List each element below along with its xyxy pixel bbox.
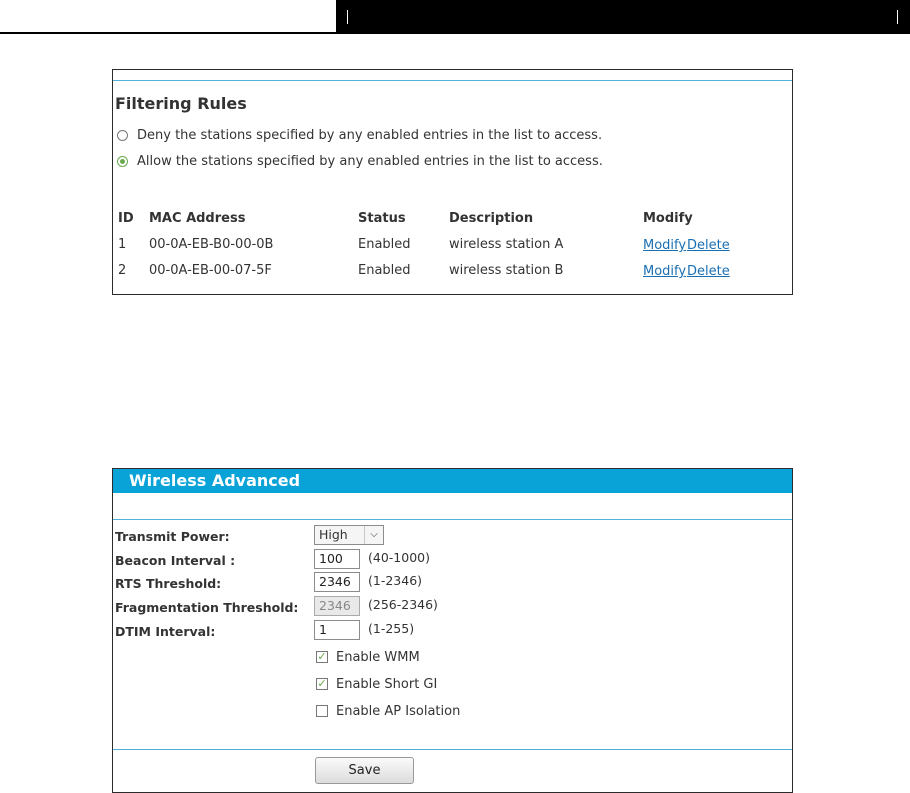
table-row-1-mac: 00-0A-EB-B0-00-0B [149, 237, 274, 252]
fragmentation-threshold-label: Fragmentation Threshold: [115, 600, 299, 615]
allow-option-label: Allow the stations specified by any enabled entries in the list to access. [137, 153, 603, 169]
col-header-mac: MAC Address [149, 211, 246, 226]
enable-ap-isolation-option[interactable] [316, 703, 460, 719]
filtering-rules-title: Filtering Rules [115, 94, 247, 113]
table-row-2-description: wireless station B [449, 263, 564, 278]
dtim-interval-input[interactable]: 1 [314, 620, 360, 640]
allow-option[interactable] [117, 152, 603, 170]
beacon-interval-label: Beacon Interval : [115, 553, 236, 568]
row-2-modify-link[interactable]: Modify [643, 264, 687, 279]
header-left-area [0, 0, 336, 34]
wireless-advanced-panel [112, 468, 793, 793]
header-tick-left [347, 10, 348, 24]
allow-radio[interactable] [117, 156, 128, 167]
table-row-1-description: wireless station A [449, 237, 564, 252]
table-row-1-id: 1 [118, 237, 127, 252]
row-1-modify-link[interactable]: Modify [643, 238, 687, 253]
enable-wmm-option[interactable] [316, 649, 420, 665]
filtering-rules-panel [112, 69, 793, 295]
deny-radio[interactable] [117, 130, 128, 141]
beacon-interval-input[interactable]: 100 [314, 549, 360, 569]
deny-option-label: Deny the stations specified by any enabled entries in the list to access. [137, 127, 603, 143]
row-2-delete-link[interactable]: Delete [687, 264, 730, 279]
header-tick-right [897, 10, 898, 24]
beacon-interval-range: (40-1000) [368, 550, 430, 565]
col-header-modify: Modify [643, 211, 693, 226]
col-header-description: Description [449, 211, 534, 226]
table-row-2-id: 2 [118, 263, 127, 278]
dtim-interval-range: (1-255) [368, 621, 415, 636]
save-button[interactable]: Save [315, 757, 414, 784]
transmit-power-label: Transmit Power: [115, 529, 230, 544]
col-header-status: Status [358, 211, 406, 226]
dtim-interval-label: DTIM Interval: [115, 624, 216, 639]
enable-short-gi-checkbox[interactable]: ✓ [317, 677, 327, 690]
enable-wmm-checkbox[interactable]: ✓ [317, 650, 327, 663]
col-header-id: ID [118, 211, 134, 226]
table-row-2-mac: 00-0A-EB-00-07-5F [149, 263, 272, 278]
panel-top-divider [113, 80, 792, 81]
enable-wmm-label: Enable WMM [336, 649, 420, 665]
enable-short-gi-option[interactable] [316, 676, 437, 692]
table-row-1-status: Enabled [358, 237, 411, 252]
rts-threshold-label: RTS Threshold: [115, 576, 222, 591]
row-1-delete-link[interactable]: Delete [687, 238, 730, 253]
deny-option[interactable] [117, 126, 602, 144]
rts-threshold-range: (1-2346) [368, 573, 423, 588]
enable-ap-isolation-label: Enable AP Isolation [336, 703, 461, 719]
form-bottom-divider [113, 749, 792, 750]
wireless-advanced-title: Wireless Advanced [129, 471, 301, 490]
chevron-down-icon[interactable]: ⌵ [364, 526, 383, 544]
fragmentation-threshold-input: 2346 [314, 596, 360, 616]
rts-threshold-input[interactable]: 2346 [314, 572, 360, 592]
enable-short-gi-label: Enable Short GI [336, 676, 438, 692]
form-top-divider [113, 519, 792, 520]
transmit-power-value: High [319, 527, 348, 542]
top-header-bar [0, 0, 910, 34]
transmit-power-select[interactable] [314, 525, 384, 545]
table-row-2-status: Enabled [358, 263, 411, 278]
fragmentation-threshold-range: (256-2346) [368, 597, 438, 612]
enable-ap-isolation-checkbox[interactable] [316, 705, 328, 717]
wireless-advanced-banner [113, 469, 792, 493]
header-dark-area [338, 0, 910, 34]
